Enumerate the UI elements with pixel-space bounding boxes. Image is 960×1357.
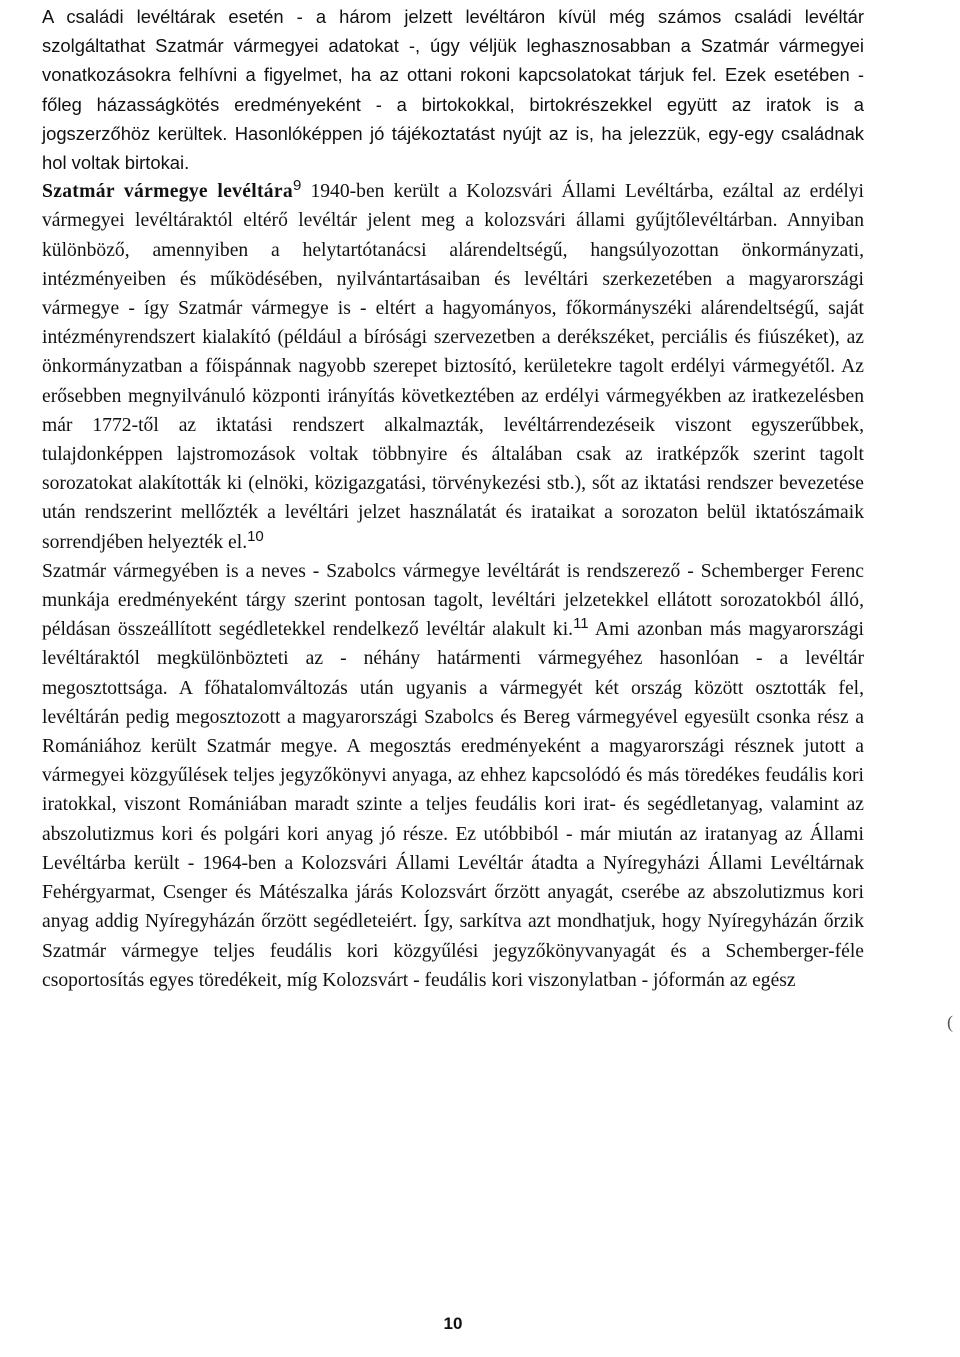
paragraph-county-archive — [42, 177, 864, 557]
page-number: 10 — [443, 1314, 463, 1333]
paragraph-text-continued: Ami azonban más magyarországi levéltáraktól megkülönbözteti az - néhány határmenti vármegyéhez hasonlóan - a levéltár megosztottsága. A főhatalomváltozás után ugyanis a vármegyét két ország között osztották fel, levéltárán pedig megosztozott a magyarországi Szabolcs és Bereg vármegyével egyesült csonka rész a Romániához került Szatmár megye. A megosztás eredményeként a magyarországi résznek jutott a vármegyei közgyűlések teljes jegyzőkönyvi anyaga, az ehhez kapcsolódó és más töredékes feudális kori iratokkal, viszont Romániában maradt szinte a teljes feudális kori irat- és segédletanyag, valamint az abszolutizmus kori és polgári kori anyag jó része. Ez utóbbiból - már miután az iratanyag az Állami Levéltárba került - 1964-ben a Kolozsvári Állami Levéltár átadta a Nyíregyházi Állami Levéltárnak Fehérgyarmat, Csenger és Mátészalka járás Kolozsvárt őrzött anyagát, cserébe az abszolutizmus kori anyag addig Nyíregyházán őrzött segédleteiért. Így, sarkítva azt mondhatjuk, hogy Nyíregyházán őrzik Szatmár vármegye teljes feudális kori közgyűlési jegyzőkönyvanyagát és a Schemberger-féle csoportosítás egyes töredékeit, míg Kolozsvárt - feudális kori viszonylatban - jóformán az egész — [42, 619, 864, 991]
paragraph-text: 1940-ben került a Kolozsvári Állami Levéltárba, ezáltal az erdélyi vármegyei levéltáraktól eltérő levéltár jelent meg a kolozsvári állami gyűjtőlevéltárban. Annyiban különböző, amennyiben a helytartótanácsi alárendeltségű, hangsúlyozottan önkormányzati, intézményeiben és működésében, nyilvántartásaiban és levéltári szerkezetében a magyarországi vármegye - így Szatmár vármegye is - eltért a hagyományos, főkormányszéki alárendeltségű, saját intézményrendszert kialakító (például a bírósági szervezetben a derékszéket, perciális és fiúszéket), az önkormányzatban a főispánnak nagyobb szerepet biztosító, kerületekre tagolt erdélyi vármegyétől. Az erősebben megnyilvánuló központi irányítás következtében az erdélyi vármegyékben az iratkezelésben már 1772-től az iktatási rendszert alkalmazták, levéltárrendezéseik viszont egyszerűbbek, tulajdonképpen lajstromozások voltak többnyire és általában csak az iratképzők szerint tagolt sorozatokat alakították ki (elnöki, közigazgatási, törvénykezési stb.), sőt az iktatási rendszer bevezetése után rendszerint mellőzték a levéltári jelzet használatát és irataikat a sorozaton belül iktatószámaik sorrendjében helyezték el. — [42, 181, 864, 553]
paragraph-text: A családi levéltárak esetén - a három jelzett levéltáron kívül még számos családi levéltár szolgáltathat Szatmár vármegyei adatokat -, úgy véljük leghasznosabban a Szatmár vármegyei vonatkozásokra felhívni a figyelmet, ha az ottani rokoni kapcsolatokat tárjuk fel. Ezek esetében - főleg házasságkötés eredményeként - a birtokokkal, birtokrészekkel együtt az iratok is a jogszerzőhöz kerültek. Hasonlóképpen jó tájékoztatást nyújt az is, ha jelezzük, egy-egy családnak hol voltak birtokai. — [42, 6, 864, 174]
margin-mark: ( — [947, 1012, 953, 1032]
paragraph-text: Szatmár vármegyében is a neves - Szabolcs vármegye levéltárát is rendszerező - Schemberger Ferenc munkája eredményeként tárgy szerint pontosan tagolt, levéltári jelzetekkel ellátott sorozatokból álló, példásan összeállított segédletekkel rendelkező levéltár alakult ki. — [42, 560, 864, 641]
document-body — [42, 2, 864, 995]
footnote-ref-9: 9 — [292, 177, 302, 195]
footnote-ref-11: 11 — [573, 615, 589, 633]
paragraph-schemberger — [42, 557, 864, 995]
footnote-ref-10: 10 — [247, 527, 264, 545]
paragraph-family-archives — [42, 2, 864, 177]
paragraph-lead: Szatmár vármegye levéltára — [42, 181, 293, 203]
